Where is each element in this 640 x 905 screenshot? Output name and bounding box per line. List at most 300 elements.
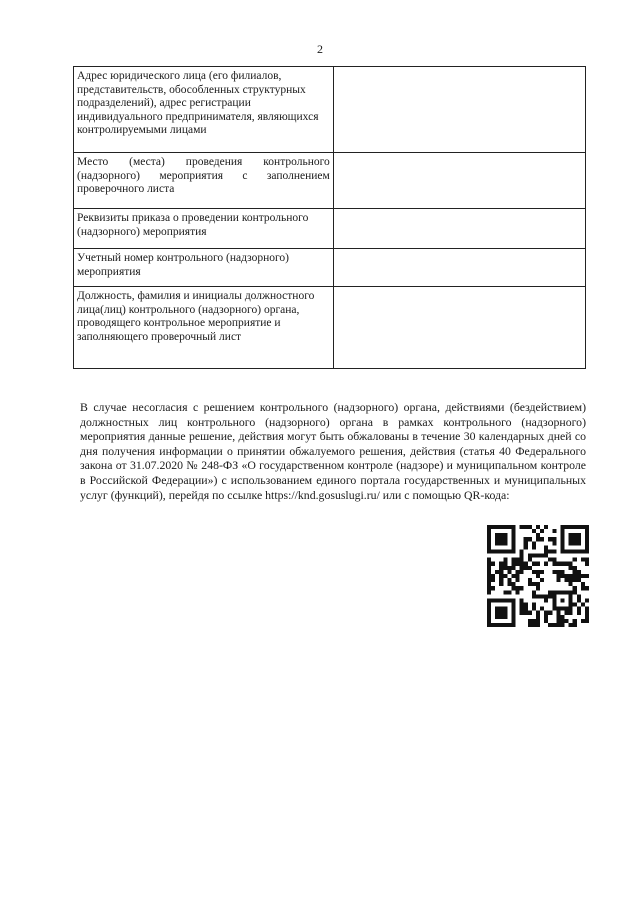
qr-module bbox=[495, 598, 499, 602]
qr-module bbox=[569, 594, 573, 598]
qr-module bbox=[528, 623, 532, 627]
table-row bbox=[74, 67, 586, 153]
qr-module bbox=[520, 554, 524, 558]
qr-module bbox=[528, 554, 532, 558]
qr-module bbox=[577, 598, 581, 602]
qr-module bbox=[536, 615, 540, 619]
qr-module bbox=[577, 525, 581, 529]
qr-module bbox=[565, 607, 569, 611]
qr-module bbox=[552, 623, 556, 627]
qr-module bbox=[507, 570, 511, 574]
qr-module bbox=[532, 623, 536, 627]
qr-module bbox=[487, 582, 491, 586]
qr-module bbox=[491, 549, 495, 553]
qr-module bbox=[585, 525, 589, 529]
qr-module bbox=[569, 574, 573, 578]
qr-module bbox=[581, 574, 585, 578]
qr-module bbox=[507, 598, 511, 602]
qr-module bbox=[560, 598, 564, 602]
qr-module bbox=[569, 549, 573, 553]
qr-module bbox=[503, 590, 507, 594]
qr-module bbox=[556, 619, 560, 623]
qr-module bbox=[581, 549, 585, 553]
row-value-place bbox=[333, 153, 585, 209]
qr-module bbox=[516, 570, 520, 574]
qr-module bbox=[552, 607, 556, 611]
qr-module bbox=[511, 558, 515, 562]
qr-module bbox=[520, 607, 524, 611]
qr-module bbox=[499, 611, 503, 615]
qr-module bbox=[556, 611, 560, 615]
qr-module bbox=[507, 525, 511, 529]
qr-module bbox=[573, 533, 577, 537]
qr-module bbox=[503, 598, 507, 602]
qr-module bbox=[577, 607, 581, 611]
qr-module bbox=[524, 545, 528, 549]
qr-module bbox=[487, 590, 491, 594]
qr-module bbox=[577, 533, 581, 537]
qr-module bbox=[552, 598, 556, 602]
qr-module bbox=[536, 619, 540, 623]
qr-module bbox=[487, 611, 491, 615]
qr-module bbox=[532, 554, 536, 558]
qr-module bbox=[487, 603, 491, 607]
qr-module bbox=[499, 549, 503, 553]
qr-module bbox=[516, 578, 520, 582]
qr-module bbox=[548, 623, 552, 627]
qr-module bbox=[581, 558, 585, 562]
qr-module bbox=[503, 562, 507, 566]
qr-module bbox=[524, 525, 528, 529]
qr-module bbox=[552, 590, 556, 594]
qr-module bbox=[491, 525, 495, 529]
qr-module bbox=[487, 578, 491, 582]
qr-module bbox=[528, 582, 532, 586]
qr-module bbox=[548, 611, 552, 615]
qr-module bbox=[581, 582, 585, 586]
qr-module bbox=[507, 623, 511, 627]
qr-module bbox=[556, 615, 560, 619]
qr-module bbox=[569, 582, 573, 586]
qr-module bbox=[569, 623, 573, 627]
qr-module bbox=[560, 549, 564, 553]
page-number: 2 bbox=[317, 42, 323, 56]
qr-module bbox=[573, 537, 577, 541]
qr-module bbox=[491, 586, 495, 590]
qr-module bbox=[511, 529, 515, 533]
qr-module bbox=[548, 549, 552, 553]
qr-module bbox=[503, 607, 507, 611]
qr-module bbox=[536, 570, 540, 574]
qr-module bbox=[540, 554, 544, 558]
qr-module bbox=[520, 558, 524, 562]
qr-module bbox=[499, 623, 503, 627]
qr-module bbox=[520, 570, 524, 574]
qr-module bbox=[577, 594, 581, 598]
qr-module bbox=[573, 619, 577, 623]
qr-module bbox=[511, 566, 515, 570]
qr-module bbox=[499, 615, 503, 619]
qr-module bbox=[503, 623, 507, 627]
qr-module bbox=[577, 578, 581, 582]
qr-module bbox=[569, 611, 573, 615]
qr-module bbox=[544, 598, 548, 602]
qr-module bbox=[552, 537, 556, 541]
qr-module bbox=[560, 533, 564, 537]
qr-module bbox=[573, 525, 577, 529]
qr-module bbox=[540, 529, 544, 533]
qr-module bbox=[491, 623, 495, 627]
qr-module bbox=[532, 529, 536, 533]
qr-module bbox=[491, 598, 495, 602]
qr-module bbox=[524, 603, 528, 607]
qr-module bbox=[532, 594, 536, 598]
qr-module bbox=[511, 541, 515, 545]
qr-module bbox=[569, 607, 573, 611]
qr-module bbox=[524, 607, 528, 611]
row-value-registration-number bbox=[333, 249, 585, 287]
qr-module bbox=[487, 533, 491, 537]
qr-module bbox=[507, 578, 511, 582]
qr-module bbox=[569, 537, 573, 541]
qr-module bbox=[560, 562, 564, 566]
qr-module bbox=[565, 578, 569, 582]
row-label-official: Должность, фамилия и инициалы должностного лица(лиц) контрольного (надзорного) органа, проводящего контрольное мероприятие и заполняющего проверочный лист bbox=[74, 287, 334, 369]
qr-module bbox=[536, 537, 540, 541]
qr-module bbox=[565, 525, 569, 529]
qr-module bbox=[573, 603, 577, 607]
qr-module bbox=[536, 525, 540, 529]
qr-module bbox=[499, 607, 503, 611]
qr-module bbox=[548, 558, 552, 562]
qr-module bbox=[511, 615, 515, 619]
qr-module bbox=[536, 554, 540, 558]
qr-module bbox=[487, 545, 491, 549]
qr-module bbox=[544, 562, 548, 566]
qr-module bbox=[585, 562, 589, 566]
row-label-address: Адрес юридического лица (его филиалов, представительств, обособленных структурных подразделений), адрес регистрации индивидуального предпринимателя, являющихся контролируемыми лицами bbox=[74, 67, 334, 153]
qr-module bbox=[552, 549, 556, 553]
qr-module bbox=[487, 574, 491, 578]
qr-module bbox=[491, 578, 495, 582]
qr-module bbox=[585, 574, 589, 578]
qr-module bbox=[528, 566, 532, 570]
qr-module bbox=[581, 619, 585, 623]
qr-module bbox=[520, 586, 524, 590]
qr-module bbox=[516, 558, 520, 562]
qr-module bbox=[495, 607, 499, 611]
qr-module bbox=[532, 607, 536, 611]
qr-module bbox=[565, 574, 569, 578]
qr-module bbox=[573, 558, 577, 562]
qr-module bbox=[511, 525, 515, 529]
qr-module bbox=[487, 566, 491, 570]
qr-module bbox=[577, 537, 581, 541]
qr-module bbox=[544, 619, 548, 623]
qr-module bbox=[503, 525, 507, 529]
qr-module bbox=[487, 541, 491, 545]
qr-module bbox=[560, 619, 564, 623]
qr-module bbox=[573, 623, 577, 627]
qr-module bbox=[560, 537, 564, 541]
qr-module bbox=[532, 590, 536, 594]
qr-module bbox=[495, 611, 499, 615]
qr-module bbox=[528, 558, 532, 562]
qr-module bbox=[540, 607, 544, 611]
qr-module bbox=[556, 578, 560, 582]
qr-module bbox=[532, 582, 536, 586]
qr-module bbox=[499, 537, 503, 541]
qr-module bbox=[532, 603, 536, 607]
qr-module bbox=[560, 607, 564, 611]
qr-module bbox=[552, 558, 556, 562]
qr-module bbox=[569, 603, 573, 607]
qr-module bbox=[585, 615, 589, 619]
qr-module bbox=[573, 590, 577, 594]
qr-module bbox=[560, 529, 564, 533]
qr-module bbox=[536, 582, 540, 586]
qr-module bbox=[585, 549, 589, 553]
qr-module bbox=[565, 562, 569, 566]
qr-module bbox=[516, 590, 520, 594]
qr-module bbox=[569, 590, 573, 594]
qr-module bbox=[569, 578, 573, 582]
qr-module bbox=[560, 590, 564, 594]
qr-module bbox=[487, 598, 491, 602]
qr-module bbox=[544, 611, 548, 615]
qr-module bbox=[487, 537, 491, 541]
qr-module bbox=[544, 545, 548, 549]
qr-module bbox=[511, 533, 515, 537]
qr-module bbox=[585, 537, 589, 541]
qr-module bbox=[511, 562, 515, 566]
qr-module bbox=[573, 574, 577, 578]
qr-module bbox=[520, 549, 524, 553]
qr-module bbox=[573, 566, 577, 570]
appeal-notice: В случае несогласия с решением контрольного (надзорного) органа, действиями (бездействием) должностных лиц контрольного (надзорного) органа в рамках контрольного (надзорного) мероприятия данные решение, действия могут быть обжалованы в течение 30 календарных дней со дня получения информации о принятии обжалуемого решения, действия (статья 40 Федерального закона от 31.07.2020 № 248-ФЗ «О государственном контроле (надзоре) и муниципальном контроле в Российской Федерации») с использованием единого портала государственных и муниципальных услуг (функций), перейдя по ссылке https://knd.gosuslugi.ru/ или с помощью QR-кода: bbox=[80, 400, 586, 502]
qr-module bbox=[536, 586, 540, 590]
qr-module bbox=[560, 574, 564, 578]
inspection-info-table bbox=[73, 66, 586, 369]
qr-module bbox=[569, 562, 573, 566]
qr-module bbox=[520, 603, 524, 607]
qr-module bbox=[503, 574, 507, 578]
qr-module bbox=[491, 574, 495, 578]
qr-module bbox=[569, 525, 573, 529]
qr-module bbox=[552, 562, 556, 566]
qr-module bbox=[569, 598, 573, 602]
qr-module bbox=[556, 562, 560, 566]
qr-module bbox=[487, 570, 491, 574]
qr-module bbox=[560, 545, 564, 549]
qr-module bbox=[560, 525, 564, 529]
qr-module bbox=[548, 594, 552, 598]
qr-module bbox=[524, 611, 528, 615]
qr-module bbox=[528, 619, 532, 623]
qr-module bbox=[511, 545, 515, 549]
qr-module bbox=[487, 549, 491, 553]
qr-module bbox=[532, 562, 536, 566]
qr-module bbox=[516, 574, 520, 578]
qr-module bbox=[536, 594, 540, 598]
qr-module bbox=[536, 574, 540, 578]
qr-module bbox=[503, 611, 507, 615]
qr-module bbox=[487, 607, 491, 611]
qr-module bbox=[503, 558, 507, 562]
qr-module bbox=[487, 619, 491, 623]
qr-module bbox=[544, 549, 548, 553]
qr-module bbox=[511, 598, 515, 602]
qr-module bbox=[495, 615, 499, 619]
qr-module bbox=[540, 537, 544, 541]
qr-module bbox=[511, 574, 515, 578]
row-value-address bbox=[333, 67, 585, 153]
qr-module bbox=[495, 623, 499, 627]
qr-module bbox=[581, 603, 585, 607]
qr-module bbox=[491, 562, 495, 566]
qr-module bbox=[565, 549, 569, 553]
qr-module bbox=[495, 541, 499, 545]
qr-module bbox=[540, 578, 544, 582]
qr-module bbox=[585, 545, 589, 549]
qr-module bbox=[552, 570, 556, 574]
row-label-place: Место (места) проведения контрольного (надзорного) мероприятия с заполнением проверочного листа bbox=[74, 153, 334, 209]
qr-module bbox=[585, 611, 589, 615]
row-label-registration-number: Учетный номер контрольного (надзорного) мероприятия bbox=[74, 249, 334, 287]
qr-module bbox=[499, 574, 503, 578]
qr-module bbox=[524, 562, 528, 566]
qr-module bbox=[552, 594, 556, 598]
qr-module bbox=[577, 541, 581, 545]
qr-module bbox=[495, 549, 499, 553]
qr-module bbox=[581, 586, 585, 590]
qr-module bbox=[511, 537, 515, 541]
qr-module bbox=[585, 619, 589, 623]
qr-module bbox=[516, 586, 520, 590]
qr-module bbox=[499, 582, 503, 586]
table-row bbox=[74, 249, 586, 287]
qr-module bbox=[573, 549, 577, 553]
qr-module bbox=[499, 598, 503, 602]
qr-module bbox=[565, 611, 569, 615]
qr-module bbox=[503, 537, 507, 541]
qr-module bbox=[556, 607, 560, 611]
qr-module bbox=[544, 554, 548, 558]
qr-module bbox=[556, 570, 560, 574]
qr-module bbox=[495, 570, 499, 574]
qr-module bbox=[585, 529, 589, 533]
qr-module bbox=[548, 590, 552, 594]
qr-module bbox=[585, 558, 589, 562]
qr-module bbox=[487, 525, 491, 529]
qr-module bbox=[511, 549, 515, 553]
qr-module bbox=[585, 607, 589, 611]
qr-module bbox=[524, 541, 528, 545]
qr-module bbox=[548, 537, 552, 541]
qr-module bbox=[577, 549, 581, 553]
qr-module bbox=[487, 562, 491, 566]
qr-module bbox=[499, 578, 503, 582]
qr-module bbox=[577, 574, 581, 578]
qr-module bbox=[507, 590, 511, 594]
qr-module bbox=[560, 623, 564, 627]
qr-module bbox=[503, 541, 507, 545]
qr-module bbox=[573, 570, 577, 574]
qr-module bbox=[573, 541, 577, 545]
qr-module bbox=[540, 570, 544, 574]
qr-module bbox=[532, 545, 536, 549]
qr-module bbox=[511, 586, 515, 590]
qr-module bbox=[536, 562, 540, 566]
table-row bbox=[74, 287, 586, 369]
row-value-order bbox=[333, 209, 585, 249]
qr-module bbox=[540, 594, 544, 598]
qr-module bbox=[552, 529, 556, 533]
qr-module bbox=[532, 619, 536, 623]
qr-module bbox=[487, 586, 491, 590]
qr-module bbox=[573, 586, 577, 590]
qr-module bbox=[511, 623, 515, 627]
qr-module bbox=[552, 603, 556, 607]
qr-module bbox=[544, 525, 548, 529]
qr-module bbox=[487, 529, 491, 533]
qr-module bbox=[516, 562, 520, 566]
qr-module bbox=[585, 598, 589, 602]
qr-module bbox=[532, 570, 536, 574]
qr-module bbox=[520, 525, 524, 529]
qr-module bbox=[569, 541, 573, 545]
qr-module bbox=[520, 562, 524, 566]
qr-module bbox=[511, 607, 515, 611]
qr-module bbox=[560, 615, 564, 619]
qr-module bbox=[577, 570, 581, 574]
qr-module bbox=[536, 623, 540, 627]
qr-module bbox=[520, 598, 524, 602]
qr-module bbox=[573, 578, 577, 582]
qr-module bbox=[495, 533, 499, 537]
qr-module bbox=[511, 611, 515, 615]
qr-module bbox=[503, 615, 507, 619]
qr-module bbox=[511, 603, 515, 607]
qr-module bbox=[581, 525, 585, 529]
qr-module bbox=[536, 611, 540, 615]
qr-module bbox=[556, 574, 560, 578]
qr-module bbox=[499, 541, 503, 545]
table-row bbox=[74, 209, 586, 249]
qr-module bbox=[544, 594, 548, 598]
qr-module bbox=[511, 582, 515, 586]
qr-module bbox=[528, 525, 532, 529]
qr-module bbox=[528, 537, 532, 541]
qr-module bbox=[585, 541, 589, 545]
qr-module bbox=[495, 525, 499, 529]
qr-module bbox=[585, 533, 589, 537]
row-label-order: Реквизиты приказа о проведении контрольного (надзорного) мероприятия bbox=[74, 209, 334, 249]
qr-module bbox=[532, 541, 536, 545]
qr-module bbox=[528, 578, 532, 582]
qr-module bbox=[569, 566, 573, 570]
qr-module bbox=[511, 619, 515, 623]
qr-module bbox=[499, 533, 503, 537]
qr-module bbox=[499, 525, 503, 529]
qr-module bbox=[507, 566, 511, 570]
qr-module bbox=[499, 570, 503, 574]
qr-module bbox=[487, 615, 491, 619]
qr-module bbox=[528, 611, 532, 615]
qr-module bbox=[507, 549, 511, 553]
qr-code-icon bbox=[487, 525, 589, 627]
qr-module bbox=[520, 611, 524, 615]
